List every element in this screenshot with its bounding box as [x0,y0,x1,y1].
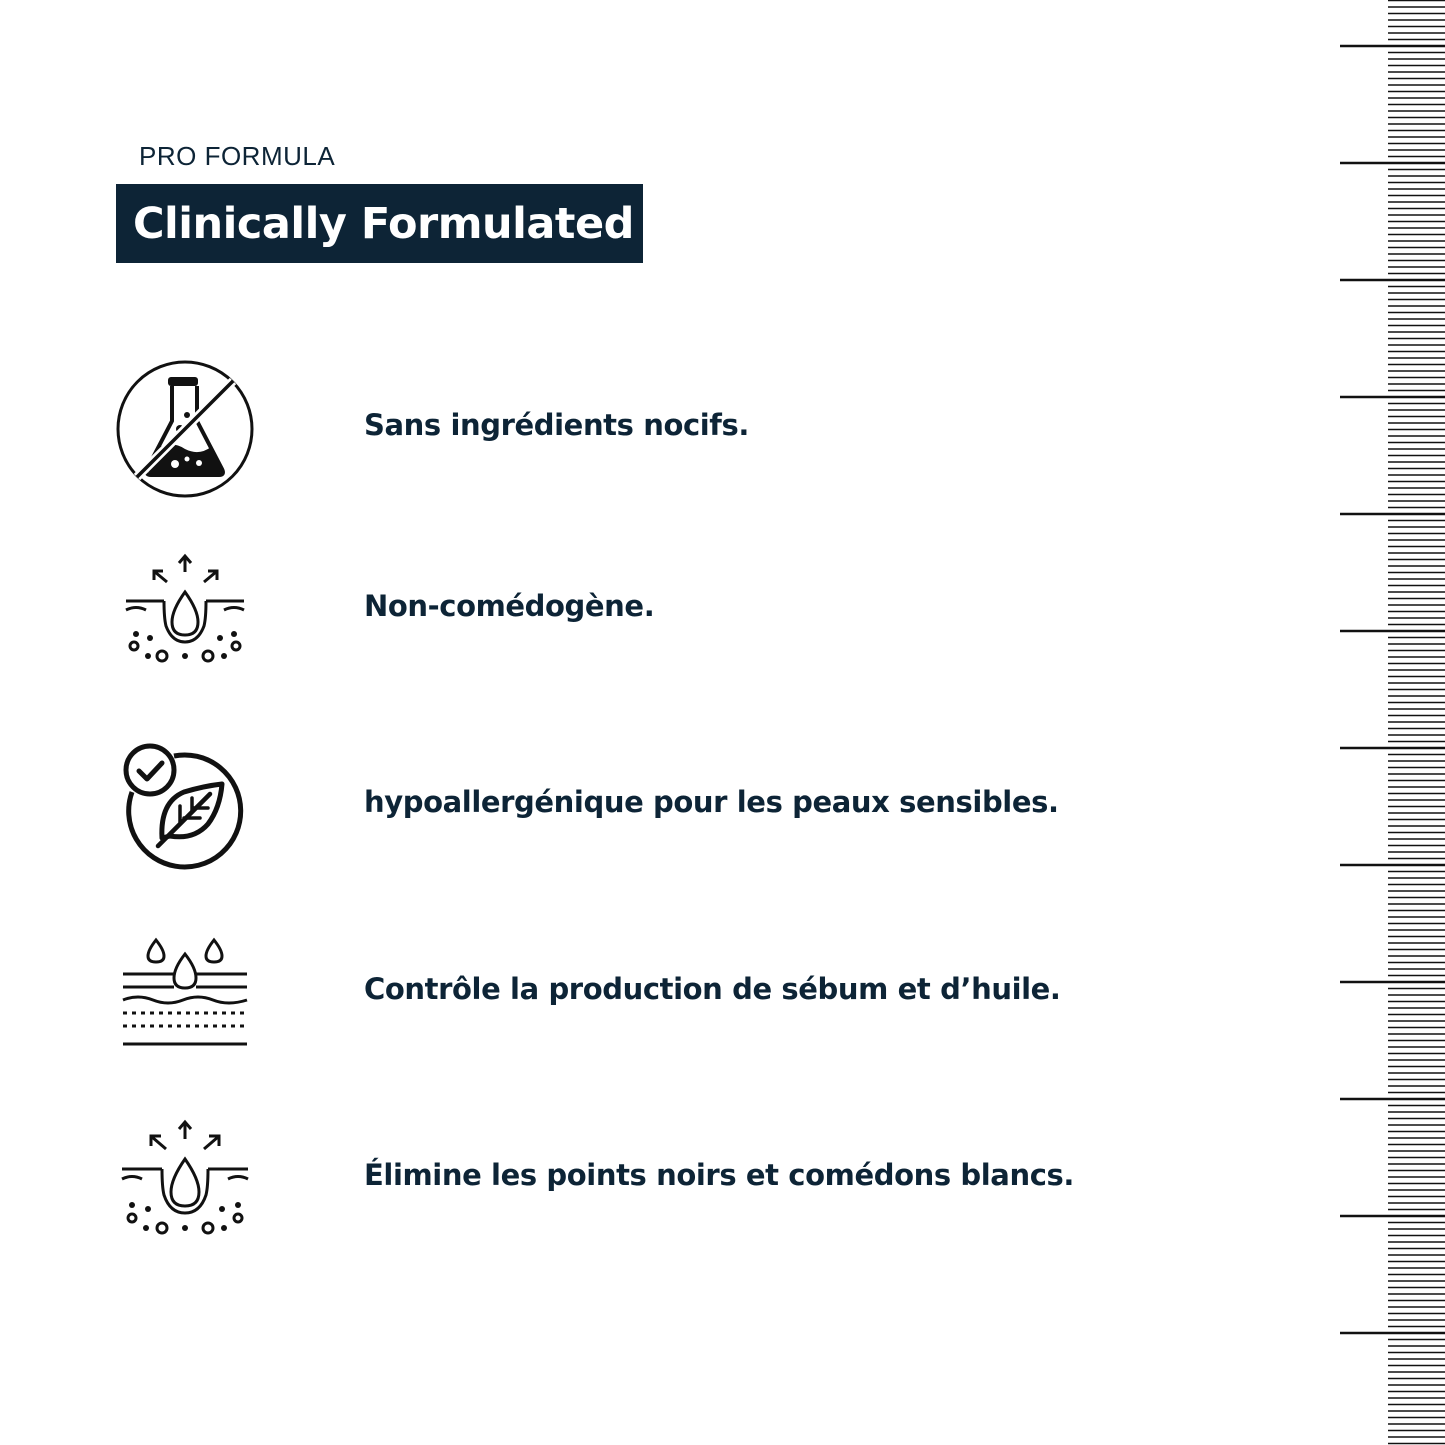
feature-item [0,934,1200,1050]
decorative-ruler [1340,0,1445,1445]
feature-label: Élimine les points noirs et comédons blancs. [364,1158,1074,1192]
feature-item [0,355,1200,500]
pore-cleansing-icon [120,1117,250,1239]
feature-label: Non-comédogène. [364,589,655,623]
eyebrow-label: PRO FORMULA [139,141,336,171]
hypoallergenic-leaf-check-icon [122,742,250,870]
feature-item [0,1117,1200,1239]
feature-item [0,552,1200,667]
feature-label: hypoallergénique pour les peaux sensibles. [364,785,1059,819]
feature-item [0,742,1200,870]
page-title: Clinically Formulated [133,198,634,249]
unclogged-pore-icon [124,552,246,667]
oil-control-skin-layers-icon [120,934,250,1050]
feature-label: Sans ingrédients nocifs. [364,408,750,442]
feature-label: Contrôle la production de sébum et d’huile. [364,972,1061,1006]
title-banner [116,184,643,263]
no-chemicals-flask-icon [115,359,255,499]
